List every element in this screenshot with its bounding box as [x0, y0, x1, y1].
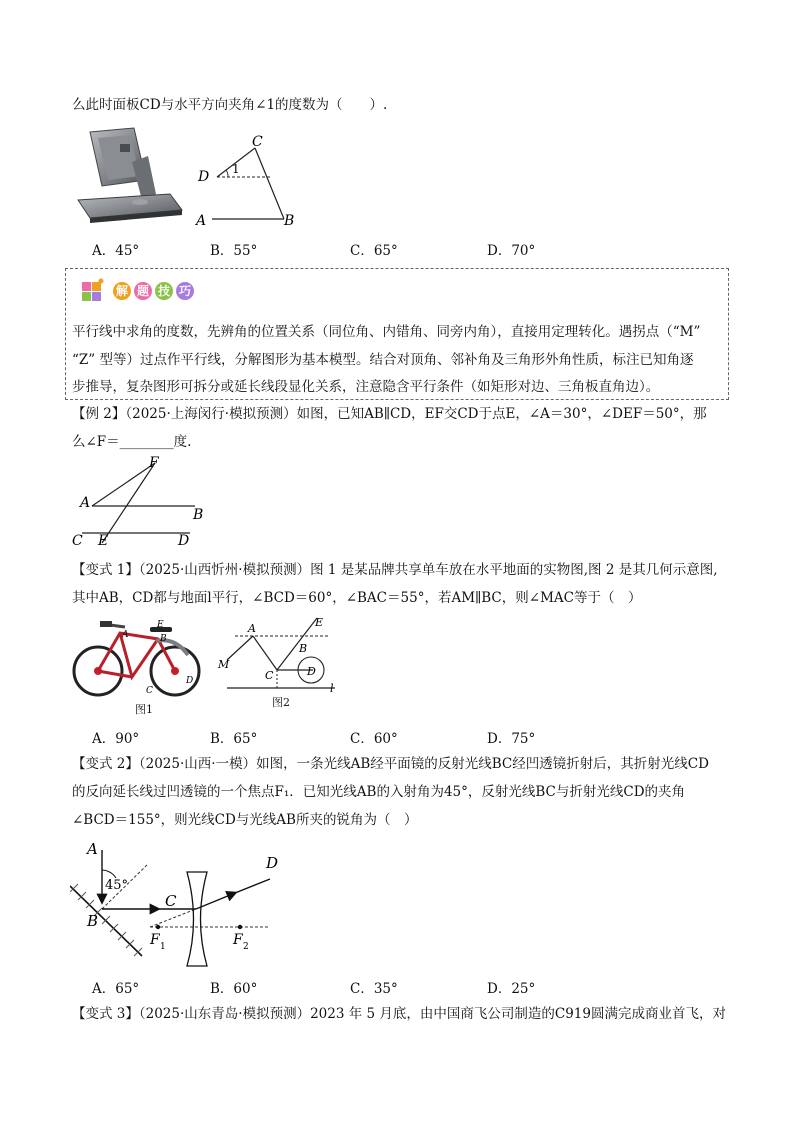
label-M: M — [218, 658, 230, 671]
variant1-text-line: 【变式 1】（2025·山西忻州·模拟预测）图 1 是某品牌共享单车放在水平地面的实物图,图 2 是其几何示意图, — [72, 562, 718, 578]
label-A: A — [248, 622, 256, 635]
tips-badge: 巧 — [176, 282, 194, 300]
label-A: A — [196, 213, 207, 229]
tips-badge: 解 — [113, 282, 131, 300]
angle-figure-1 — [192, 130, 302, 230]
option-d[interactable]: D．75° — [487, 731, 536, 747]
option-d[interactable]: D．70° — [487, 243, 536, 259]
variant2-text-line: 的反向延长线过凹透镜的一个焦点F₁．已知光线AB的入射角为45°，反射光线BC与折射光线CD的夹角 — [72, 784, 686, 800]
label-F2-subscript: 2 — [243, 942, 249, 952]
label-C: C — [265, 669, 274, 682]
tips-text-line: “Z” 型等）过点作平行线，分解图形为基本模型。结合对顶角、邻补角及三角形外角性质，标注已知角逐 — [72, 352, 694, 368]
option-c[interactable]: C．60° — [350, 731, 398, 747]
label-F2: F — [233, 932, 243, 948]
tips-text-line: 步推导，复杂图形可拆分或延长线段显化关系，注意隐含平行条件（如矩形对边、三角板直角边）。 — [72, 379, 660, 395]
optics-figure — [70, 836, 300, 971]
figure1-caption: 图1 — [135, 703, 153, 716]
question-text-line: 么此时面板CD与水平方向夹角∠1的度数为（ ）. — [72, 97, 388, 113]
tips-text-line: 平行线中求角的度数，先辨角的位置关系（同位角、内错角、同旁内角），直接用定理转化。遇拐点（“M” — [72, 324, 701, 340]
photo-label-D: D — [186, 676, 194, 686]
label-C: C — [165, 892, 177, 910]
label-l: l — [330, 682, 334, 695]
tablet-stand-photo — [72, 122, 187, 227]
option-a[interactable]: A．90° — [92, 731, 140, 747]
label-F1: F — [150, 932, 160, 948]
option-b[interactable]: B．55° — [210, 243, 258, 259]
variant1-text-line: 其中AB，CD都与地面l平行，∠BCD＝60°，∠BAC＝55°，若AM∥BC，则∠MAC等于（ ） — [72, 590, 642, 606]
label-B: B — [299, 642, 308, 655]
photo-label-E: E — [157, 620, 164, 630]
label-C: C — [252, 134, 263, 150]
label-E: E — [315, 616, 324, 629]
tips-badge: 技 — [155, 282, 173, 300]
photo-label-A: A — [122, 630, 129, 640]
label-A: A — [87, 840, 98, 858]
parallel-lines-figure — [70, 455, 210, 550]
photo-label-C: C — [146, 686, 153, 696]
example2-text-line: 么∠F＝________度. — [72, 434, 192, 450]
example2-text-line: 【例 2】（2025·上海闵行·模拟预测）如图，已知AB∥CD，EF交CD于点E，∠A＝30°，∠DEF＝50°，那 — [72, 406, 707, 422]
label-B: B — [284, 213, 295, 229]
tips-title — [113, 280, 197, 300]
option-a[interactable]: A．65° — [92, 981, 140, 997]
label-angle-1: 1 — [232, 162, 240, 176]
option-b[interactable]: B．65° — [210, 731, 258, 747]
variant2-text-line: ∠BCD＝155°，则光线CD与光线AB所夹的锐角为（ ） — [72, 812, 418, 828]
tips-badge: 题 — [134, 282, 152, 300]
option-c[interactable]: C．35° — [350, 981, 398, 997]
label-F: F — [149, 455, 159, 471]
bicycle-geometry-figure — [215, 612, 350, 697]
option-b[interactable]: B．60° — [210, 981, 258, 997]
option-a[interactable]: A．45° — [92, 243, 140, 259]
puzzle-icon — [80, 278, 106, 302]
label-B: B — [193, 507, 204, 523]
option-c[interactable]: C．65° — [350, 243, 398, 259]
photo-label-B: B — [160, 634, 167, 644]
variant2-text-line: 【变式 2】（2025·山西·一模）如图，一条光线AB经平面镜的反射光线BC经凹透镜折射后，其折射光线CD — [72, 756, 709, 772]
label-D: D — [307, 665, 316, 678]
figure2-caption: 图2 — [272, 696, 290, 709]
label-45-degree: 45° — [105, 878, 129, 893]
label-D: D — [266, 854, 279, 872]
label-E: E — [98, 533, 109, 549]
label-D: D — [198, 169, 210, 185]
label-C: C — [72, 533, 83, 549]
bicycle-photo — [70, 615, 205, 715]
variant3-text-line: 【变式 3】（2025·山东青岛·模拟预测）2023 年 5 月底，由中国商飞公司制造的C919圆满完成商业首飞，对 — [72, 1006, 726, 1022]
label-B: B — [87, 912, 99, 930]
label-A: A — [80, 495, 91, 511]
label-F1-subscript: 1 — [160, 942, 166, 952]
option-d[interactable]: D．25° — [487, 981, 536, 997]
label-D: D — [178, 533, 190, 549]
